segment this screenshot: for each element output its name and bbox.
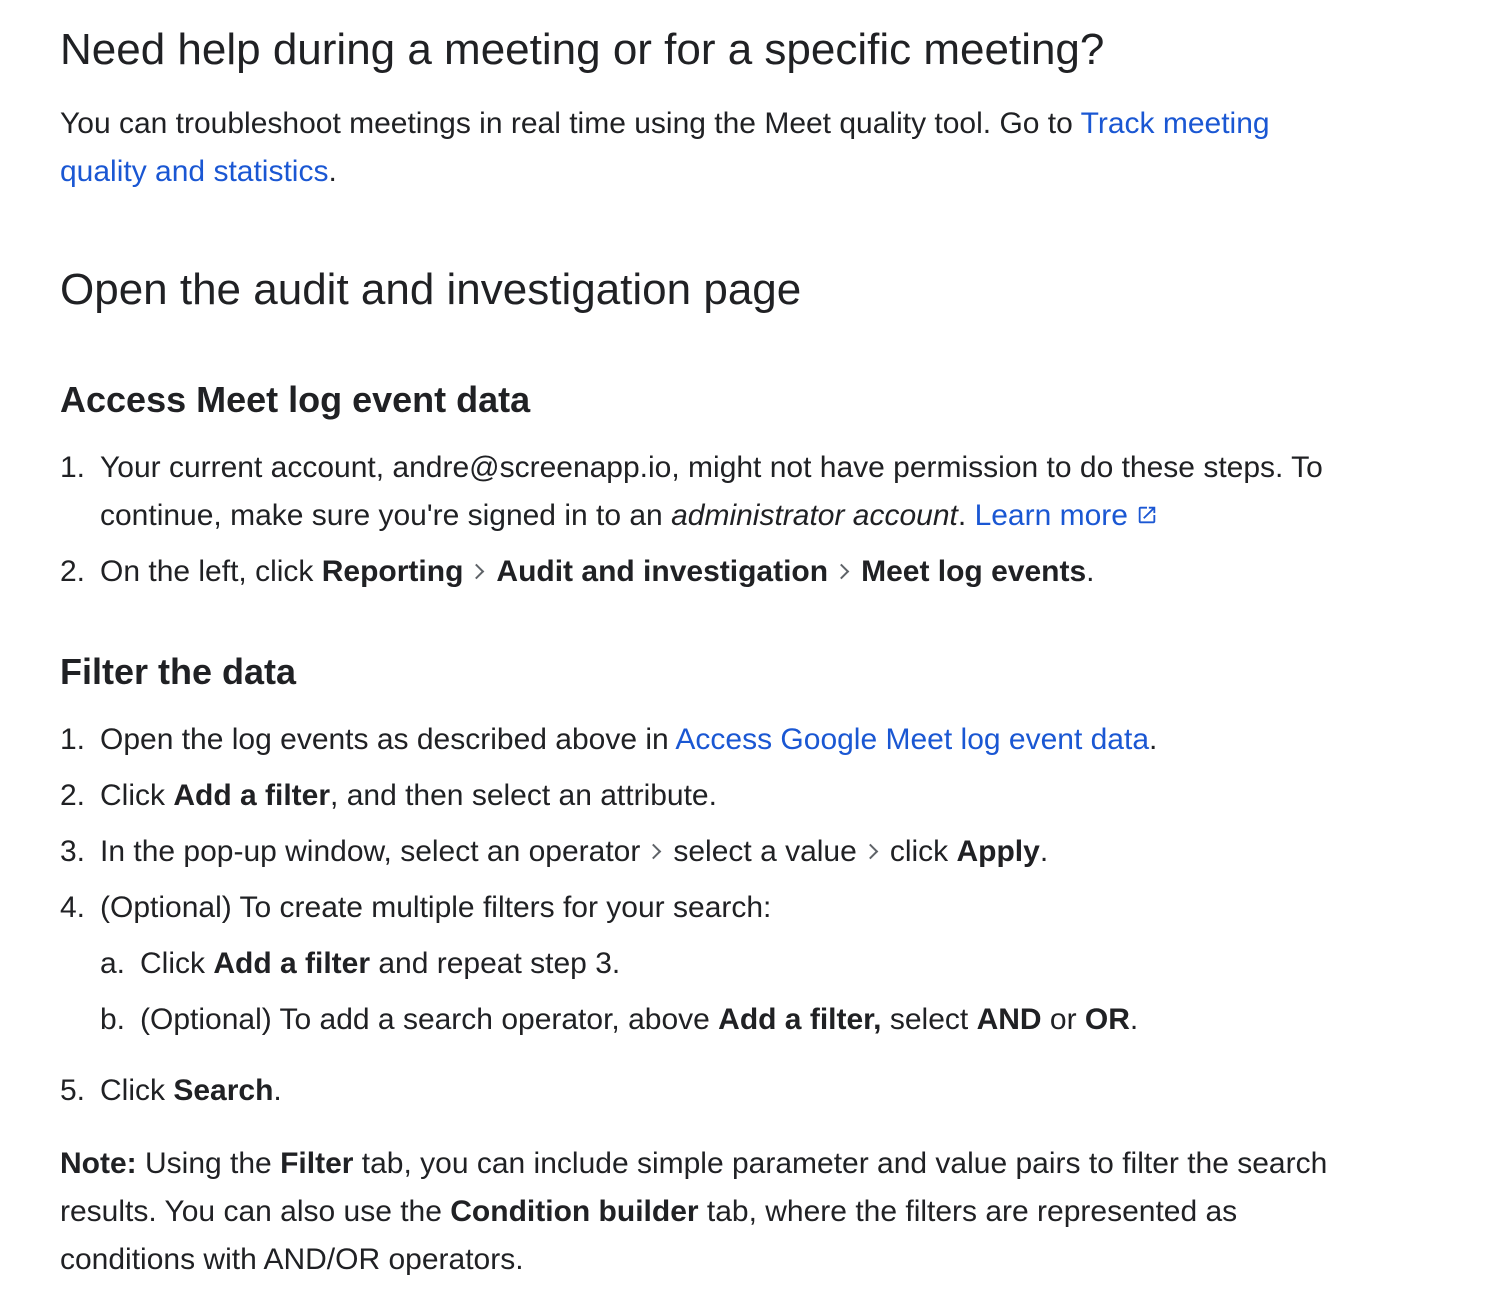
help-paragraph-line2: quality and statistics. [60,155,337,188]
filter-step-4a: a. Click Add a filter and repeat step 3. [100,947,621,980]
chevron-right-icon [863,843,879,859]
note-line-2: results. You can also use the Condition builder tab, where the filters are represented as [60,1195,1238,1228]
track-meeting-quality-link-cont[interactable]: quality and statistics [60,155,329,188]
filter-step-2: 2. Click Add a filter, and then select an attribute. [60,779,717,812]
chevron-right-icon [646,843,662,859]
audit-heading: Open the audit and investigation page [60,265,802,314]
learn-more-link[interactable]: Learn more [975,499,1158,532]
note-line-1: Note: Using the Filter tab, you can include simple parameter and value pairs to filter the search [60,1147,1328,1180]
help-paragraph: You can troubleshoot meetings in real time using the Meet quality tool. Go to Track meeting [60,107,1270,140]
chevron-right-icon [834,563,850,579]
help-heading: Need help during a meeting or for a specific meeting? [60,25,1105,74]
access-step-2: 2. On the left, click Reporting Audit and investigation Meet log events. [60,555,1095,588]
access-step-1-cont: continue, make sure you're signed in to an administrator account. Learn more [60,492,1158,540]
filter-heading: Filter the data [60,651,297,692]
filter-step-3: 3. In the pop-up window, select an operator select a value click Apply. [60,835,1049,868]
note-label: Note: [60,1147,137,1180]
open-in-new-icon [1136,504,1158,526]
filter-step-4b: b. (Optional) To add a search operator, above Add a filter, select AND or OR. [100,1003,1139,1036]
access-heading: Access Meet log event data [60,379,531,420]
note-line-3: conditions with AND/OR operators. [60,1243,524,1276]
access-step-1: 1. Your current account, andre@screenapp.io, might not have permission to do these steps. To [60,451,1323,484]
filter-step-1: 1. Open the log events as described above in Access Google Meet log event data. [60,723,1158,756]
chevron-right-icon [469,563,485,579]
track-meeting-quality-link[interactable]: Track meeting [1080,107,1270,140]
filter-step-5: 5. Click Search. [60,1074,282,1107]
filter-step-4: 4. (Optional) To create multiple filters for your search: [60,891,772,924]
access-meet-log-link[interactable]: Access Google Meet log event data [675,723,1150,756]
